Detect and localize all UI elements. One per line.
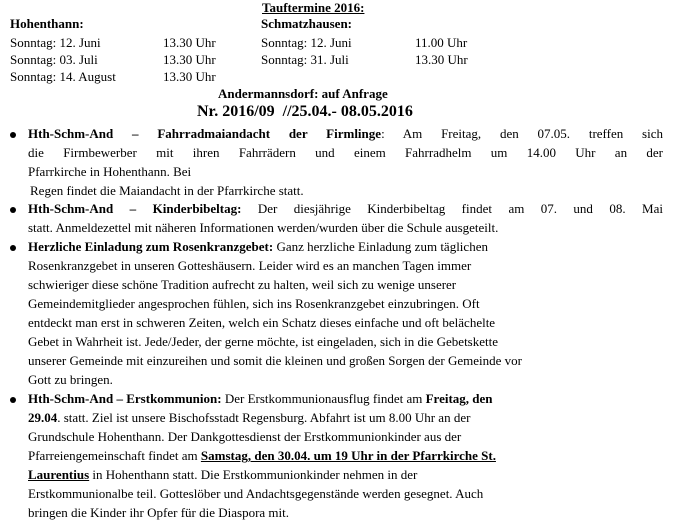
item-text: unserer Gemeinde mit einzureihen und somit die kleinen und großen Sorgen der Gemeinde vor — [28, 353, 522, 368]
bullet-icon — [10, 207, 16, 213]
schedule-row — [10, 51, 240, 68]
item-text: Regen findet die Maiandacht in der Pfarrkirche statt. — [30, 183, 304, 198]
item-line — [28, 408, 663, 427]
item-text: Gebet in Wahrheit ist. Jede/Jeder, der gerne möchte, ist eingeladen, sich in die Gebetskette — [28, 334, 499, 349]
item-highlight: Freitag, den — [425, 391, 493, 406]
item-line — [28, 446, 663, 465]
item-highlight: Laurentius — [28, 467, 90, 482]
item-text: Pfarreiengemeinschaft findet am — [28, 448, 201, 463]
item-title: Herzliche Einladung zum Rosenkranzgebet: — [28, 239, 274, 254]
item-line — [28, 237, 663, 256]
schedule-row — [261, 51, 491, 68]
item-text: die Firmbewerber mit ihren Fahrrädern und einem Fahrradhelm um 14.00 Uhr an der — [28, 145, 663, 160]
item-text: schwieriger diese schöne Tradition aufrecht zu halten, weil sich zu wenige unserer — [28, 277, 457, 292]
item-line — [28, 465, 663, 484]
list-item-rosenkranzgebet — [28, 237, 663, 389]
item-text: Ganz herzliche Einladung zum täglichen — [273, 239, 488, 254]
item-text: bringen die Kinder ihr Opfer für die Diaspora mit. — [28, 505, 290, 520]
hohenthann-schedule — [10, 34, 240, 85]
schedule-time: 13.30 Uhr — [163, 52, 216, 67]
item-highlight: 29.04 — [28, 410, 58, 425]
item-text: entdeckt man erst in schweren Zeiten, welch ein Schatz dieses einfache und oft belächelte — [28, 315, 496, 330]
bullet-icon — [10, 245, 16, 251]
bullet-icon — [10, 132, 16, 138]
item-text: statt. Anmeldezettel mit näheren Informationen werden/wurden über die Schule ausgeteilt. — [28, 220, 499, 235]
item-title: Hth-Schm-And – Erstkommunion: — [28, 391, 222, 406]
schedule-time: 11.00 Uhr — [415, 35, 468, 50]
schedule-row — [10, 34, 240, 51]
item-text: Erstkommunionalbe teil. Gotteslöber und Andachtsgegenstände werden gesegnet. Auch — [28, 486, 484, 501]
schedule-day: Sonntag: 03. Juli — [10, 52, 98, 67]
schedule-day: Sonntag: 12. Juni — [10, 35, 101, 50]
schedule-row — [10, 68, 240, 85]
list-item-erstkommunion — [28, 389, 663, 522]
item-text: Gemeindemitglieder angesprochen fühlen, sich ins Rosenkranzgebet einzubringen. Oft — [28, 296, 480, 311]
item-text: Rosenkranzgebet in unseren Gotteshäusern. Leider wird es an manchen Tagen immer — [28, 258, 472, 273]
item-highlight: Samstag, den 30.04. um 19 Uhr in der Pfarrkirche St. — [200, 448, 496, 463]
schmatzhausen-schedule — [261, 34, 491, 68]
item-title: Hth-Schm-And – Kinderbibeltag: — [28, 201, 242, 216]
item-text: Grundschule Hohenthann. Der Dankgottesdienst der Erstkommunionkinder aus der — [28, 429, 462, 444]
bullet-icon — [10, 397, 16, 403]
list-item-fahrradmaiandacht — [28, 124, 663, 200]
schedule-time: 13.30 Uhr — [163, 69, 216, 84]
item-text: . statt. Ziel ist unsere Bischofsstadt Regensburg. Abfahrt ist um 8.00 Uhr an der — [57, 410, 471, 425]
schmatzhausen-heading: Schmatzhausen: — [261, 16, 353, 31]
item-text: Pfarrkirche in Hohenthann. Bei — [28, 164, 192, 179]
schedule-day: Sonntag: 12. Juni — [261, 35, 352, 50]
item-text: Der diesjährige Kinderbibeltag findet am 07. und 08. Mai — [241, 201, 663, 216]
list-item-kinderbibeltag — [28, 199, 663, 237]
item-text: in Hohenthann statt. Die Erstkommunionkinder nehmen in der — [89, 467, 418, 482]
hohenthann-heading: Hohenthann: — [10, 16, 84, 31]
item-text: : Am Freitag, den 07.05. treffen sich — [381, 126, 663, 141]
item-text: Der Erstkommunionausflug findet am — [221, 391, 426, 406]
item-line — [28, 124, 663, 143]
schedule-day: Sonntag: 14. August — [10, 69, 116, 84]
item-line — [28, 199, 663, 218]
schedule-time: 13.30 Uhr — [415, 52, 468, 67]
baptism-dates-title: Tauftermine 2016: — [262, 0, 365, 15]
schedule-row — [261, 34, 491, 51]
schedule-time: 13.30 Uhr — [163, 35, 216, 50]
item-title: Hth-Schm-And – Fahrradmaiandacht der Firmlinge — [28, 126, 382, 141]
item-line — [28, 389, 663, 408]
issue-number: Nr. 2016/09 //25.04.- 08.05.2016 — [197, 103, 413, 120]
item-text: Gott zu bringen. — [28, 372, 113, 387]
andermannsdorf-note: Andermannsdorf: auf Anfrage — [218, 86, 388, 101]
schedule-day: Sonntag: 31. Juli — [261, 52, 349, 67]
